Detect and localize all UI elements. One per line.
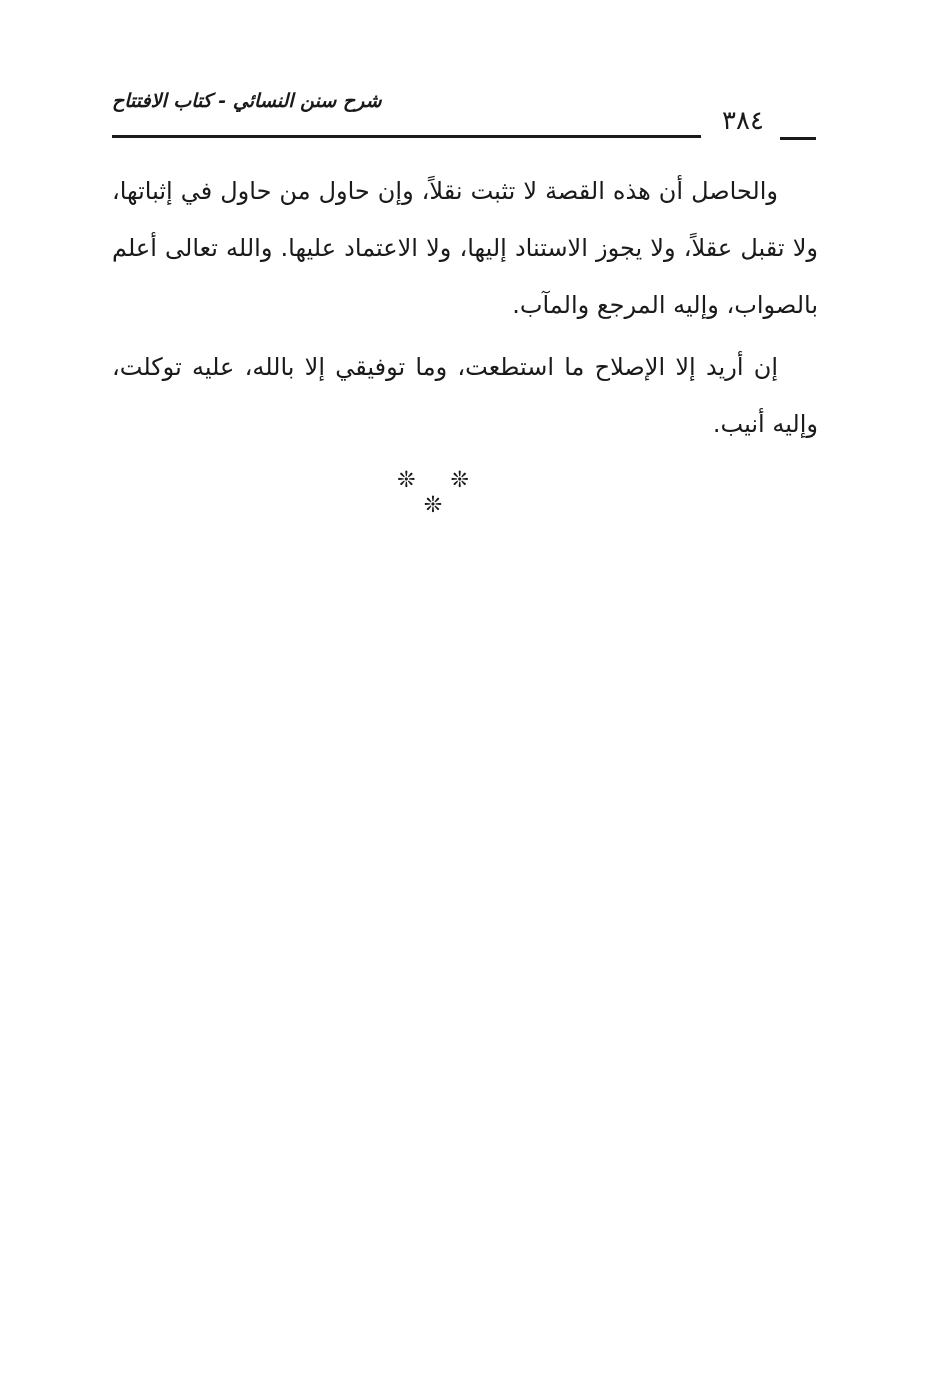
page-number: ٣٨٤ (722, 106, 764, 136)
body-text (112, 163, 818, 453)
running-title: شرح سنن النسائي - كتاب الافتتاح (112, 90, 382, 112)
header-rule (112, 135, 701, 138)
page-number-rule (780, 137, 816, 140)
paragraph-conclusion: والحاصل أن هذه القصة لا تثبت نقلاً، وإن حاول من حاول في إثباتها، ولا تقبل عقلاً، ولا يجوز الاستناد إليها، ولا الاعتماد عليها. والله تعالى أعلم بالصواب، وإليه المرجع والمآب. (112, 177, 818, 319)
paragraph-closing-verse: إن أريد إلا الإصلاح ما استطعت، وما توفيقي إلا بالله، عليه توكلت، وإليه أنيب. (112, 353, 818, 438)
section-separator: ❊ ❊ ❊ (397, 468, 483, 518)
